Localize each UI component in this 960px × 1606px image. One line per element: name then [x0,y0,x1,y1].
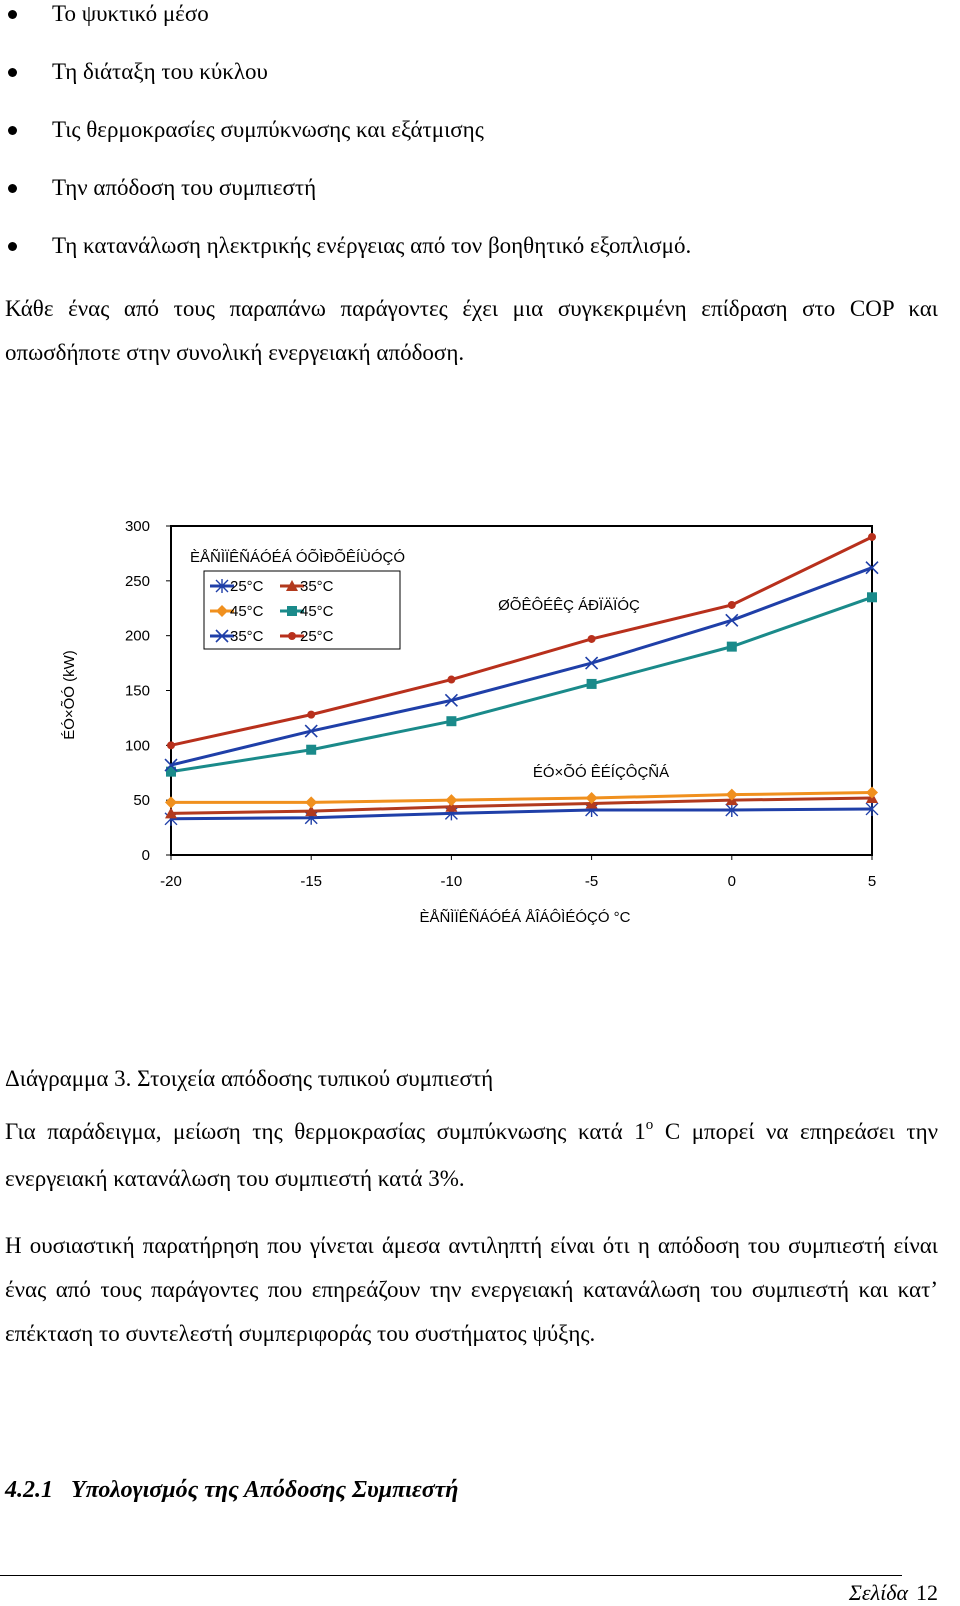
x-tick-label: 5 [867,873,877,890]
figure-caption: Διάγραμμα 3. Στοιχεία απόδοσης τυπικού συμπιεστή [5,1066,494,1091]
y-tick-label: 300 [124,518,150,535]
x-axis [160,855,876,890]
data-point [867,592,877,602]
data-point [167,741,175,749]
legend-item [280,603,334,620]
y-tick-label: 100 [124,737,150,755]
footer-label: Σελίδα [848,1580,908,1605]
series-1 [165,792,878,818]
y-tick-label: 50 [133,792,150,810]
section-title: Υπολογισμός της Απόδοσης Συμπιεστή [71,1477,459,1503]
section-number: 4.2.1 [5,1477,53,1503]
bullet-text: Τη κατανάλωση ηλεκτρικής ενέργειας από τον βοηθητικό εξοπλισμό. [52,233,692,258]
data-point [587,679,597,689]
paragraph-example-start: Για παράδειγμα, μείωση της θερμοκρασίας συμπύκνωσης κατά 1 [5,1119,646,1144]
x-tick-label: -5 [584,873,599,890]
data-point [306,745,316,755]
x-tick-label: 0 [727,873,736,890]
data-point [445,794,457,806]
legend-label: 25°C [300,628,334,645]
series-4 [165,562,878,771]
legend-label: 35°C [300,578,334,595]
paragraph-example [5,1110,938,1201]
x-tick-label: -10 [440,873,463,890]
data-point [868,533,876,541]
data-point [307,711,315,719]
data-point [588,635,596,643]
legend-items [210,578,334,645]
legend-item [210,603,264,620]
data-point [727,642,737,652]
paragraph-cop: Κάθε ένας από τους παραπάνω παράγοντες έχει μια συγκεκριμένη επίδραση στο COP και οπωσδήποτε στην συνολική ενεργειακή απόδοση. [5,296,938,365]
y-axis-label: ÉÓ×ÕÓ (kW) [61,650,78,740]
paragraph-example-end: C μπορεί να επηρεάσει την ενεργειακή κατανάλωση του συμπιεστή κατά 3%. [5,1119,938,1191]
series-line [171,537,872,745]
data-point [446,716,456,726]
y-tick-label: 0 [141,847,150,864]
footer-divider [0,1575,902,1576]
y-axis [125,518,171,864]
data-point [447,676,455,684]
bullet-icon [8,10,17,19]
legend-item [280,628,334,645]
legend-marker [287,606,297,616]
legend-label: 45°C [300,603,334,620]
bullet-icon [8,68,17,77]
data-point [728,601,736,609]
x-axis-label: ÈÅÑÌÏÊÑÁÓÉÁ ÅÎÁÔÌÉÓÇÓ °C [419,909,631,926]
bullet-text: Το ψυκτικό μέσο [52,1,209,26]
legend-item [210,578,264,595]
bullet-text: Τη διάταξη του κύκλου [52,59,268,84]
annotation-cooling-capacity: ØÕÊÔÉÊÇ ÁÐÏÄÏÓÇ [498,597,640,614]
bullet-text: Την απόδοση του συμπιεστή [52,175,317,200]
legend-label: 45°C [230,603,264,620]
y-tick-label: 150 [124,682,150,700]
series-3 [166,592,877,776]
legend-label: 25°C [230,578,264,595]
legend [190,549,405,649]
x-tick-label: -20 [160,873,182,890]
legend-item [210,628,264,645]
y-tick-label: 250 [124,572,150,590]
x-tick-label: -15 [300,873,323,890]
legend-marker [288,632,296,640]
bullet-icon [8,126,17,135]
data-point [305,796,317,808]
series-line [171,597,872,771]
bullet-text: Τις θερμοκρασίες συμπύκνωσης και εξάτμισης [52,117,484,142]
data-point [165,796,177,808]
paragraph-observation: Η ουσιαστική παρατήρηση που γίνεται άμεσα αντιληπτή είναι ότι η απόδοση του συμπιεστή είναι ένας από τους παράγοντες που επηρεάζουν την ενεργειακή κατανάλωση του συμπιεστή και κατ’ επέκταση το συντελεστή συμπεριφοράς του συστήματος ψύξης. [5,1233,938,1346]
series-group [165,533,878,826]
annotation-motor-power: ÉÓ×ÕÓ ÊÉÍÇÔÇÑÁ [532,764,670,781]
compressor-performance-chart [40,505,920,945]
bullet-icon [8,184,17,193]
section-heading [5,1477,458,1504]
legend-title: ÈÅÑÌÏÊÑÁÓÉÁ ÓÕÌÐÕÊÍÙÓÇÓ [190,549,406,566]
legend-marker [216,605,228,617]
y-tick-label: 200 [124,627,150,645]
degree-superscript: ο [645,1117,654,1133]
page-number: 12 [916,1580,938,1605]
legend-label: 35°C [230,628,264,645]
legend-item [280,578,334,595]
bullet-icon [8,242,17,251]
page-footer [849,1580,938,1606]
